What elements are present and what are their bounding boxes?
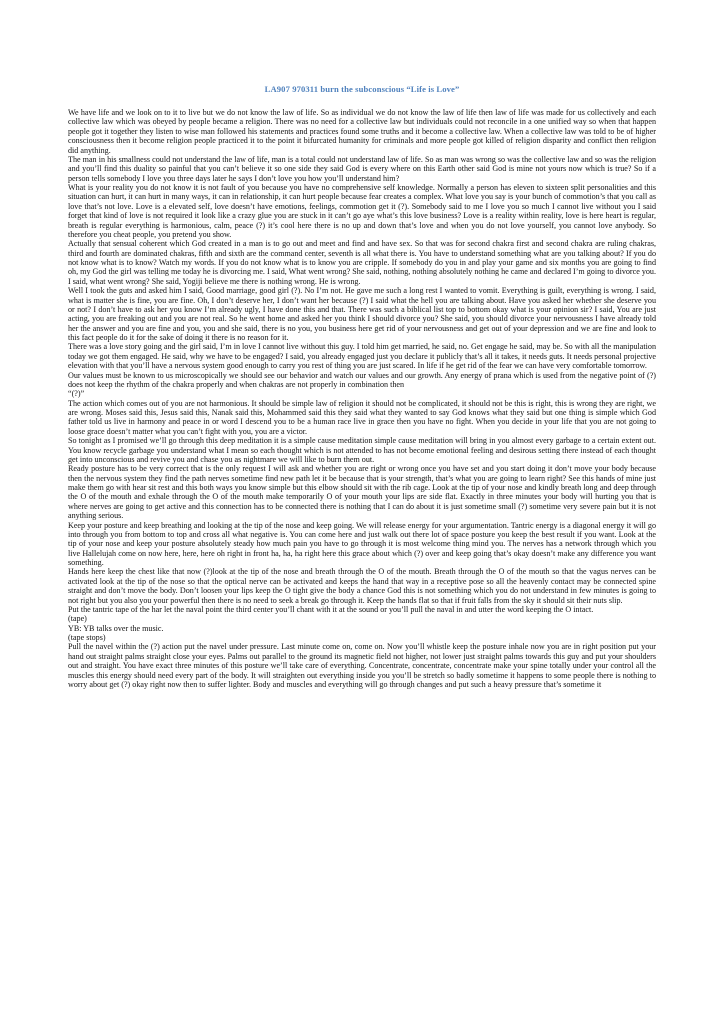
paragraph: Ready posture has to be very correct that is the only request I will ask and whether you are right or wrong once you have set and you start doing it don’t move your body because then the nervous system they find the path nerves sometime find new path let it be because that is your strength, that’s what you are going to learn right? See this hands of mine just make them go with hear sit rest and this both ways you know simple but this elbow should sit with the rib cage. Look at the tip of your nose and kindly breath long and deep through the O of the mouth and exhale through the O of the mouth make temporarily O of your mouth your lips are side flat. Exactly in three minutes your body will hurting you that is where nerves are going to get active and this connection has to be connected there is nothing that I can do about it is just sometime small (?) sometime very severe pain but it is not anything serious. [68, 464, 656, 521]
paragraph: Hands here keep the chest like that now (?)look at the tip of the nose and breath through the O of the mouth. Breath through the O of the mouth so that the vagus nerves can be activated look at the tip of the nose so that the optical nerve can be activated and keeps the hand that way in a receptive pose so all the heavenly contact may be connected spine straight and don’t move the body. Don’t loosen your lips keep the O tight give the body a chance God this is not something which you do not understand in few minutes is going to not right but you also you your powerful then there is no need to seek a break go through it. Keep the hands flat so that if fruit falls from the sky it should sit their nuts slip. [68, 567, 656, 605]
paragraph: Actually that sensual coherent which God created in a man is to go out and meet and find and have sex. So that was for second chakra first and second chakra are ruling chakras, third and fourth are dominated chakras, fifth and sixth are the command center, seventh is all what there is. You have to understand something what are you talking about? If you do not know what is to know? Watch my words. If you do not know what is to know you are cripple. If somebody do you in and play your game and six months you are going to find oh, my God the girl was telling me today he is divorcing me. I said, What went wrong? She said, nothing, nothing absolutely nothing he came and declared I’m going to divorce you. I said, what went wrong? She said, Yogiji believe me there is nothing wrong. He is wrong. [68, 239, 656, 286]
paragraph: Pull the navel within the (?) action put the navel under pressure. Last minute come on, come on. Now you’ll whistle keep the posture inhale now you are in right position put your hand out straight palms straight close your eyes. Palms out parallel to the ground its magnetic field not higher, not lower just straight palms towards this guy and put your shoulders out and straight. You have exact three minutes of this posture we’ll take care of everything. Concentrate, concentrate, concentrate make your spine totally under your control all the muscles this energy should need every part of the body. It will straighten out everything inside you you’ll be stretch so badly sometime it happens to some people there is nothing to worry about get (?) okay right now then to suffer lighter. Body and muscles and everything will go through changes and put such a heavy pressure that’s sometime it [68, 642, 656, 689]
paragraph: Well I took the guts and asked him I said, Good marriage, good girl (?). No I’m not. He gave me such a long rest I wanted to vomit. Everything is guilt, everything is wrong. I said, what is matter she is fine, you are fine. Oh, I don’t deserve her, I don’t want her because (?) I said what the hell you are talking about. Have you asked her whether she deserve you or not? I don’t have to ask her you know I’m already ugly, I have done this and that. There was such a biblical list top to bottom okay what is your opinion sir? I said, You are just acting, you are freaking out and you are not real. So he went home and asked her you think I should divorce you? She said, you should divorce your nervousness I have already told her the answer and you are fine and you, you and she said, there is no you, you business here get rid of your nervousness and get out of your depression and we are fine and look to this fact people do it for the sake of doing it there is no reason for it. [68, 286, 656, 342]
paragraph: “(?)” [68, 389, 85, 399]
paragraph: Our values must be known to us microscopically we should see our behavior and watch our values and our growth. Any energy of prana which is used from the negative point of (?) does not keep the rhythm of the chakra properly and when chakras are not properly in combination then [68, 370, 656, 389]
paragraph: Put the tantric tape of the har let the naval point the third center you’ll chant with it at the sound or you’ll pull the naval in and utter the word keeping the O intact. [68, 604, 594, 614]
paragraph: Keep your posture and keep breathing and looking at the tip of the nose and keep going. We will release energy for your argumentation. Tantric energy is a diagonal energy it will go into through you from bottom to top and cross all what negative is. You can come here and just walk out there lot of space posture you keep the best result if you want. Look at the tip of your nose and keep your posture absolutely steady how much pain you have to go through it is most welcome thing mind you. The nerves has a network through which you live Hallelujah come on now here, here, here oh right in front ha, ha, ha right here this grace about which (?) over and keep going that’s okay doesn’t make any difference you want something. [68, 520, 656, 567]
paragraph: The man in his smallness could not understand the law of life, man is a total could not understand law of life. So as man was wrong so was the collective law and so was the religion and you’ll find this duality so painful that you can’t believe it so one side they said God is every where on this Earth other said God is mine not yours now which is true? So if a person tells somebody I love you three days later he says I don’t love you how you’ll understand him? [68, 154, 656, 183]
paragraph: We have life and we look on to it to live but we do not know the law of life. So as individual we do not know the law of life then law of life was made for us collectively and each collective law which was obeyed by people became a religion. There was no need for a collective law but individuals could not reconcile in a one unified way so when that happen people got it together they listen to wise man followed his statements and practices found some truths and it become a collective law. When a collective law was told to be of higher consciousness then it become religion people practiced it to the point it bifurcated humanity for criminals and more people got killed of religion disparity and conflict then religion did anything. [68, 108, 656, 155]
paragraph: YB: YB talks over the music. [68, 623, 164, 633]
paragraph: There was a love story going and the girl said, I’m in love I cannot live without this guy. I told him get married, he said, no. Get engage he said, may be. So with all the manipulation today we got them engaged. He said, why we have to be engaged? I said, you already engaged just you declare it publicly that’s all it takes, it needs guts. It needs personal projective elevation with that you’ll have a nervous system good enough to carry you rest of thing you are just scared. In life if he get rid of the fear we can have very comfortable tomorrow. [68, 342, 656, 371]
paragraph: (tape) [68, 614, 87, 624]
document-body [68, 108, 656, 689]
paragraph: The action which comes out of you are not harmonious. It should be simple law of religion it should not be complicated, it should not be this is right, this is wrong they are right, we are wrong. Moses said this, Jesus said this, Nanak said this, Mohammed said this they said what they wanted to say God knows what they said but one thing is simple which God father told us live in harmony and peace in or word I descend you to be a human race live in grace then you have no fight. When you decide in your life that you are not going to loose grace doesn’t matter what you can’t fight with you, you are a victor. [68, 398, 656, 436]
paragraph: (tape stops) [68, 633, 106, 642]
paragraph: So tonight as I promised we’ll go through this deep meditation it is a simple cause meditation simple cause meditation will bring in you almost every garbage to a certain extent out. You know recycle garbage you understand what I mean so each thought which is not attended to has not become emotional feeling and desirous setting there instead of each thought get into unconscious and revive you and chase you as nightmare we will like to burn them out. [68, 436, 656, 464]
document-title: LA907 970311 burn the subconscious “Life is Love” [264, 84, 460, 94]
paragraph: What is your reality you do not know it is not fault of you because you have no comprehensive self knowledge. Normally a person has eleven to sixteen split personalities and this situation can hurt, it can hurt in many ways, it can in relationship, it can hurt people because fear creates a complex. What love you say is your bunch of commotion’s that you call as love that’s not love. Love is a elevated self, love doesn’t have emotions, feelings, commotion get it (?). Somebody said to me I love you so much I cannot live without you I said forget that kind of love is not required it look like a crazy glue you are stuck in it can’t go aye what’s this love business? Love is a reality within reality, love is here heart is regular, breath is regular everything is harmonious, calm, peace (?) it’s cool here there is no up and down that’s love and when you do not love yourself, you cannot love anybody. So therefore you cheat people, you pretend you show. [68, 183, 656, 239]
